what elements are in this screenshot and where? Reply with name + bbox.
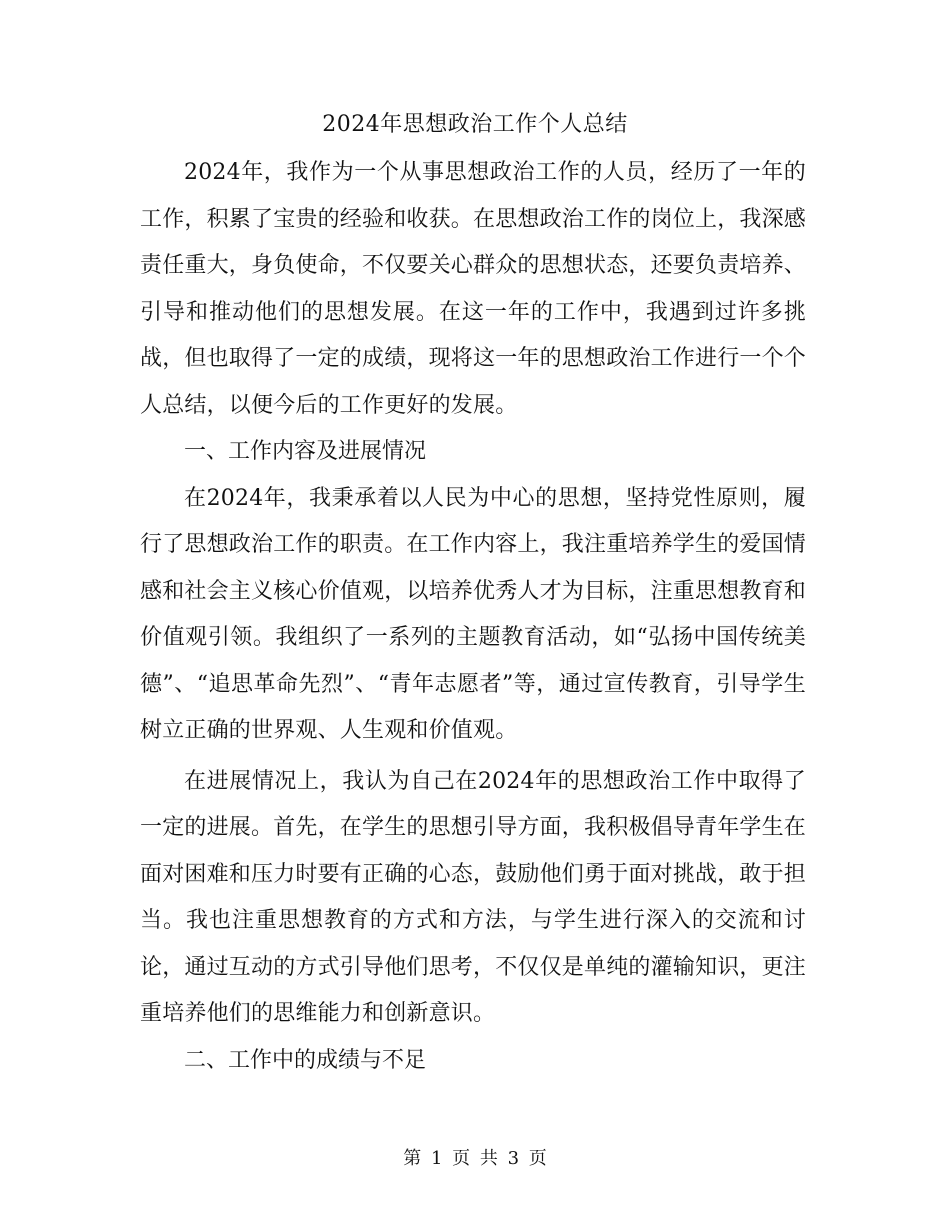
page-number-footer: 第 1 页 共 3 页 xyxy=(403,1148,547,1169)
section-heading-1: 一、工作内容及进展情况 xyxy=(184,439,427,464)
intro-paragraph: 2024年，我作为一个从事思想政治工作的人员，经历了一年的工作，积累了宝贵的经验和收获。在思想政治工作的岗位上，我深感责任重大，身负使命，不仅要关心群众的思想状态，还要负责培养、引导和推动他们的思想发展。在这一年的工作中，我遇到过许多挑战，但也取得了一定的成绩，现将这一年的思想政治工作进行一个个人总结，以便今后的工作更好的发展。 xyxy=(140,160,807,418)
document-body xyxy=(140,150,806,1084)
progress-paragraph: 在进展情况上，我认为自己在2024年的思想政治工作中取得了一定的进展。首先，在学生的思想引导方面，我积极倡导青年学生在面对困难和压力时要有正确的心态，鼓励他们勇于面对挑战，敢于担当。我也注重思想教育的方式和方法，与学生进行深入的交流和讨论，通过互动的方式引导他们思考，不仅仅是单纯的灌输知识，更注重培养他们的思维能力和创新意识。 xyxy=(140,768,807,1026)
document-title: 2024年思想政治工作个人总结 xyxy=(322,112,628,137)
section-heading-2: 二、工作中的成绩与不足 xyxy=(184,1047,427,1073)
work-content-paragraph: 在2024年，我秉承着以人民为中心的思想，坚持党性原则，履行了思想政治工作的职责。在工作内容上，我注重培养学生的爱国情感和社会主义核心价值观，以培养优秀人才为目标，注重思想教育和价值观引领。我组织了一系列的主题教育活动，如“弘扬中国传统美德”、“追思革命先烈”、“青年志愿者”等，通过宣传教育，引导学生树立正确的世界观、人生观和价值观。 xyxy=(140,485,807,743)
